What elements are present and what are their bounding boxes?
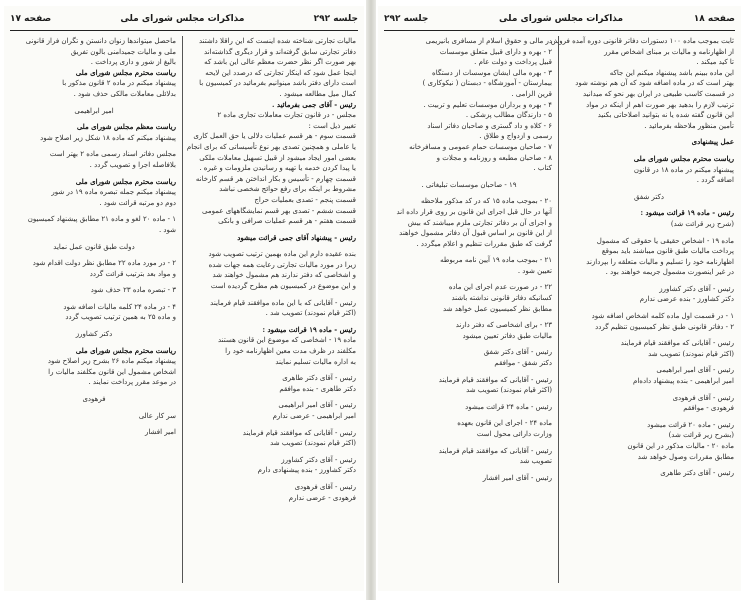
speaker-line: رئیس - ماده ۱۹ قرائت میشود : <box>262 324 356 334</box>
speaker-line: رئیس - پیشنهاد آقای جمی قرائت میشود <box>237 232 356 242</box>
text-line: مالیات طبق دفاتر تعیین میشود <box>462 331 552 340</box>
page-title: مذاکرات مجلس شورای ملی <box>499 14 624 24</box>
text-line: یا عاملی و همچنین تصدی بهر نوع تأسیساتی که برای انجام <box>186 142 356 151</box>
text-line: یا پیدا کردن خدمه یا تهیه و رسانیدن ملزومات و غیره . <box>199 164 356 173</box>
text-line: تأمین منظور ملاحظه بفرمائید . <box>644 121 734 130</box>
text-line: قسمت هفتم - هر قسم عملیات صرافی و بانکی <box>218 217 356 226</box>
text-line: قبیل پرداخت و دولت عام . <box>474 58 552 67</box>
text-line: مجلس دفاتر اسناد رسمی ماده ۲ بهتر است <box>49 150 176 159</box>
text-line: رئیس - آقایانی که با این ماده موافقند قیام فرمایند <box>210 298 356 307</box>
text-line: دوم دو مرتبه قرائت شود . <box>99 198 176 207</box>
text-line: ۲۳ - برای اشخاصی که دفتر دارند <box>455 321 552 330</box>
text-line: مطابق مقررات وصول خواهد شد <box>637 452 734 461</box>
text-line: ۴ - در ماده ۲۴ کلمه مالیات اضافه شود <box>63 302 176 311</box>
text-line: پرداخت مالیات طبق قانون میباشند باید بموقع <box>601 247 734 256</box>
text-line: و اشخاصی که دفتر ندارند هم مشمول خواهند شد <box>212 271 356 280</box>
page-number: صفحه ۱۸ <box>693 14 735 24</box>
text-line: ۲۲ - در صورت عدم اجرای این ماده <box>448 283 552 292</box>
session-number: جلسه ۲۹۲ <box>313 14 358 24</box>
text-line: دولت طبق قانون عمل نماید <box>53 242 135 251</box>
text-line: فرهودی <box>82 395 106 404</box>
text-line: ملی و مالیات جمیدامنی بالون تفریق <box>70 47 176 56</box>
speaker-line: رئیس - آقای جمی بفرمائید . <box>272 99 356 109</box>
text-line: رئیس - آقایانی که موافقند قیام فرمایند <box>438 375 552 384</box>
text-line: رئیس - آقای دکتر کشاورز <box>659 284 734 293</box>
text-line: تا کید میکند . <box>696 58 734 67</box>
text-line: در موعد مقرر پرداخت نمایند . <box>88 378 176 387</box>
text-line: پیشنهاد میکنم ماده ۲۶ بشرح زیر اصلاح شود <box>47 357 176 366</box>
text-line: وزارت دارائی محول است <box>476 430 552 438</box>
text-line: ۱۹ - صاحبان موسسات تبلیغاتی . <box>421 180 517 189</box>
text-line: امیر ابراهیمی - عرضی ندارم <box>272 412 356 420</box>
speaker-line: ریاست محترم مجلس شورای ملی <box>75 345 176 355</box>
text-line: پیشنهاد میکنم جمله تبصره ماده ۱۹ در شور <box>51 188 176 197</box>
text-line: کتاب . <box>533 164 552 173</box>
text-line: ۲ - در مورد ماده ۲۲ مطابق نظر دولت اقدام شود <box>32 259 176 268</box>
text-line: سر کار عالی <box>138 411 176 420</box>
text-line: رئیس - آقای دکتر شفق <box>483 348 552 357</box>
text-line: ۲۱ - بموجب ماده ۱۹ آیین نامه مربوطه <box>440 256 552 265</box>
text-line: امیر ابراهیمی - بنده پیشنهاد داده‌ام <box>633 377 734 386</box>
text-line: ۱ - در قسمت اول ماده کلمه اشخاص اضافه شود <box>591 312 734 321</box>
text-line: در قسمت کاسب طبیعی در ایران بهر نحو که میدانید <box>582 89 734 98</box>
text-line: بعضی امور ایجاد میشود از قبیل تسهیل معاملات ملکی <box>199 153 356 162</box>
text-line: دکتر شفق <box>634 192 664 201</box>
page-title: مذاکرات مجلس شورای ملی <box>120 14 245 24</box>
text-line: امیر ابراهیمی <box>74 106 114 115</box>
text-line: گرفت که طبق مقررات تنظیم و اعلام میگردد . <box>416 239 552 248</box>
session-number: جلسه ۲۹۲ <box>384 14 429 24</box>
text-line: رئیس - آقای فرهودی <box>294 482 356 491</box>
column-divider <box>182 36 183 583</box>
page-number: صفحه ۱۷ <box>10 14 52 24</box>
text-line: مطابق نظر کمیسیون عمل خواهد شد <box>442 304 552 313</box>
text-line: ترتیب لازم را بدهید بهر صورت اهم از اینکه در مواد <box>586 100 734 109</box>
left-page <box>4 6 364 591</box>
text-line: رسمی و ازدواج و طلاق . <box>479 132 552 141</box>
text-line: و اجرای آن بر دفاتر تجارتی ملزم میباشند که بیش <box>407 218 552 227</box>
text-line: رئیس - ماده ۲۰ قرائت میشود <box>647 420 734 429</box>
text-line: ماده ۲۴ - اجرای این قانون بعهده <box>457 419 552 428</box>
text-line: اضافه گردد . <box>696 176 734 185</box>
text-line: ۸ - صاحبان مطبعه و روزنامه و مجلات و <box>436 153 552 162</box>
text-line: در مالی و حقوق اسلام از مسافری بانیریمی <box>425 37 552 45</box>
header-rule <box>10 30 358 31</box>
text-line: فرهودی - عرضی ندارم <box>288 493 356 502</box>
right-page <box>378 6 741 591</box>
text-line: است دارای دفتر باشد مینوانیم بفرمائید در کمیسیون با <box>199 79 356 88</box>
text-line: دکتر شفق - موافقم <box>494 359 552 368</box>
text-line: رئیس - آقای دکتر طاهری <box>282 374 356 383</box>
text-line: ۶ - کلاه و داد گستری و صاحبان دفاتر اسناد <box>427 121 552 130</box>
speaker-line: رئیس - ماده ۱۹ قرائت میشود : <box>640 208 734 218</box>
text-line: رئیس - آقای امیر ابراهیمی <box>278 401 356 410</box>
text-line: (بشرح زیر قرائت شد) <box>668 431 734 440</box>
text-line: اظهارنامه خود را تسلیم و مالیات متعلقه را بپردازند <box>586 257 734 266</box>
speaker-line: ریاست محترم مجلس شورای ملی <box>633 153 734 163</box>
text-line: (اکثر قیام نمودند) تصویب شد <box>648 349 734 358</box>
text-line: به اداره مالیات تسلیم نمایند <box>275 357 356 366</box>
text-line: (اکثر قیام نمودند) تصویب شد . <box>265 309 356 318</box>
text-line: دکتر کشاورز - بنده عرضی ندارم <box>639 295 734 304</box>
text-line: رئیس - آقایانی که موافقند قیام فرمایند <box>438 446 552 455</box>
page-header <box>10 10 358 28</box>
text-line: ۲ - بهره و دارای قبیل متعلق موسسات <box>439 47 552 56</box>
text-line: آنها در حال قبل اجرای این قانون بر روی قرار داده اند <box>396 207 552 216</box>
text-line: قسمت چهارم - تأسیس و بکار انداختن هر قسم کارخانه <box>195 174 356 183</box>
text-line: بلافاصله اجرا و تصویب گردد . <box>89 160 176 169</box>
text-line: رئیس - آقایانی که موافقند قیام فرمایند <box>620 339 734 348</box>
speaker-line: ریاست محترم مجلس شورای ملی <box>75 67 176 77</box>
text-line: پیشنهاد میکنم در ماده ۲ قانون مذکور با <box>62 79 176 88</box>
text-line: این ماده ببینم باشد پیشنهاد میکنم این جاکه <box>609 68 734 77</box>
text-line: قسمت پنجم - تصدی بعملیات حراج <box>254 195 356 204</box>
text-line: رئیس - آقای امیر افشار <box>482 473 552 482</box>
text-line: قسمت ششم - تصدی بهر قسم نمایشگاههای عمومی <box>202 206 356 215</box>
text-line: اشخاص مشمول این قانون مکلفند مالیات را <box>48 367 176 376</box>
text-line: دفاتر تجارتی سابق گرفته‌اند و قرار دیگری گذاشته‌اند <box>204 47 356 56</box>
page-header <box>384 10 735 28</box>
text-line: دکتر طاهری - بنده موافقم <box>279 384 356 393</box>
text-line: بهتر است که در ماده اضافه شود که آن هم نوشته شود <box>575 79 734 88</box>
text-line: از اظهارنامه و مالیات بر مبنای اشخاص مقرر <box>604 47 734 56</box>
text-column-left <box>386 36 552 585</box>
text-column-right <box>550 36 734 585</box>
text-line: ۴ - بهره و برداران موسسات تعلیم و تربیت . <box>423 100 552 109</box>
text-line: رئیس - آقای دکتر طاهری <box>660 469 734 478</box>
text-column-left <box>12 36 176 585</box>
text-line: اینجا عمل شود که اینکار تجارتی که درصدد این لایحه <box>205 68 356 77</box>
text-line: امیر افشار <box>145 428 176 437</box>
text-line: ۲ - دفاتر قانونی طبق نظر کمیسیون تنظیم گردد <box>595 322 734 331</box>
text-line: رئیس - آقایانی که موافقند قیام فرمایند <box>242 428 356 437</box>
text-line: (اکثر قیام نمودند) تصویب شد <box>466 386 552 395</box>
speaker-line: عمل پیشنهادی <box>691 137 734 147</box>
text-line: پیشنهاد میکنم که ماده ۱۸ شکل زیر اصلاح شود <box>40 133 176 142</box>
text-line: رئیس - آقای فرهودی <box>672 393 734 402</box>
text-line: تغییر ذیل است : <box>308 121 356 130</box>
text-line: مشروط بر اینکه برای رفع حوائج شخصی نباشد <box>219 185 356 194</box>
text-line: کمال میل مطالعه میشود . <box>279 89 356 98</box>
text-line: تصویب شد <box>519 457 552 466</box>
text-line: و مواد بعد بترتیب قرائت گردد <box>89 269 176 278</box>
text-line: بالیغ از شور و داری پرداخت . <box>90 58 176 67</box>
text-line: ۳ - تبصره ماده ۲۳ حذف شود <box>90 286 176 295</box>
text-line: ۳ - بهره مالی ایشان موسسات از دستگاه <box>432 68 552 77</box>
text-line: دکتر کشاورز - بنده پیشنهادی دارم <box>257 466 356 475</box>
text-line: و این موضوع در کمیسیون هم مطرح گردیده است <box>210 282 356 291</box>
text-line: رئیس - آقای دکتر کشاورز <box>281 455 356 464</box>
text-line: رئیس - ماده ۲۴ قرائت میشود <box>465 402 552 411</box>
speaker-line: ریاست معظم مجلس شورای ملی <box>76 122 176 132</box>
text-line: رئیس - آقای امیر ابراهیمی <box>656 366 734 375</box>
text-line: تعیین شود . <box>517 266 552 275</box>
text-line: بدلائلی معاملات مالکی حذف شود . <box>73 89 176 98</box>
text-line: مجلس - در قانون تجارت معاملات تجاری ماده ۲ <box>217 111 356 120</box>
text-line: ۵ - دارندگان مطالب پزشکی . <box>465 111 552 120</box>
text-line: ماده ۱۹ - اشخاصی که موضوع این قانون هستند <box>217 336 356 345</box>
text-line: کسانیکه دفاتر قانونی نداشته باشند <box>451 294 552 303</box>
text-line: مالیات تجارتی شناخته شده اینست که این راقلا داشتند <box>198 37 356 45</box>
text-line: مکلفند در ظرف مدت معین اظهارنامه خود را <box>225 347 356 356</box>
text-line: قسمت سوم - هر قسم عملیات دلالی یا حق العمل کاری <box>193 132 356 141</box>
text-line: ماده ۱۹ - اشخاص حقیقی یا حقوقی که مشمول <box>596 236 734 245</box>
book-gutter <box>366 0 376 600</box>
text-line: از این قانون بر اساس قبول آن دفاتر مشمول خواهند <box>399 229 552 238</box>
text-line: شود . <box>158 225 176 234</box>
text-line: ثابت بموجب ماده ۱۰۰ دستورات دفاتر قانونی دوره آمده فروش <box>550 37 734 45</box>
text-line: ۱ - ماده ۲۰ لغو و ماده ۲۱ مطابق پیشنهاد کمیسیون <box>27 215 176 224</box>
text-line: ماده ۲۰ - مالیات مذکور در این قانون <box>627 442 734 450</box>
text-line: بهر صورت اگر نظر حضرت معظم عالی این باشد که <box>204 58 356 67</box>
text-line: فرهودی - موافقم <box>683 404 734 413</box>
text-column-right <box>188 36 356 585</box>
text-line: ماحصل میتواندها زنوان دانستن و تگران فراز قانونی <box>25 37 176 45</box>
text-line: دکتر کشاورز <box>75 330 113 339</box>
header-rule <box>384 30 735 31</box>
text-line: بنده عقیده دارم این ماده بهمین ترتیب تصویب شود <box>208 250 356 259</box>
text-line: و ماده ۲۵ به همین ترتیب تصویب گردد <box>65 313 176 322</box>
text-line: ۷ - صاحبان موسسات حمام عمومی و مسافرخانه <box>409 142 552 151</box>
text-line: زیرا در مورد مالیات تجارتی رعایت همه جهات شده <box>208 260 356 269</box>
text-line: این قانون گفته شده یا نه بتوانید اصلاحاتی بکنید <box>597 111 734 120</box>
text-line: ۲۰ - بموجب ماده ۱۵ که در کد مذکور ملاحظه <box>420 197 552 206</box>
text-line: (شرح زیر قرائت شد) <box>670 219 734 228</box>
text-line: قرین الزامی . <box>511 89 552 98</box>
text-line: بیمارستان - آموزشگاه - دبستان ( نیکوکاری ) <box>422 79 552 88</box>
column-divider <box>558 36 559 583</box>
speaker-line: ریاست محترم مجلس شورای ملی <box>75 176 176 186</box>
text-line: (اکثر قیام نمودند) تصویب شد <box>270 439 356 448</box>
text-line: در غیر اینصورت مشمول جریمه خواهند بود . <box>605 268 734 277</box>
text-line: پیشنهاد میکنم در ماده ۱۸ در قانون <box>633 165 734 174</box>
